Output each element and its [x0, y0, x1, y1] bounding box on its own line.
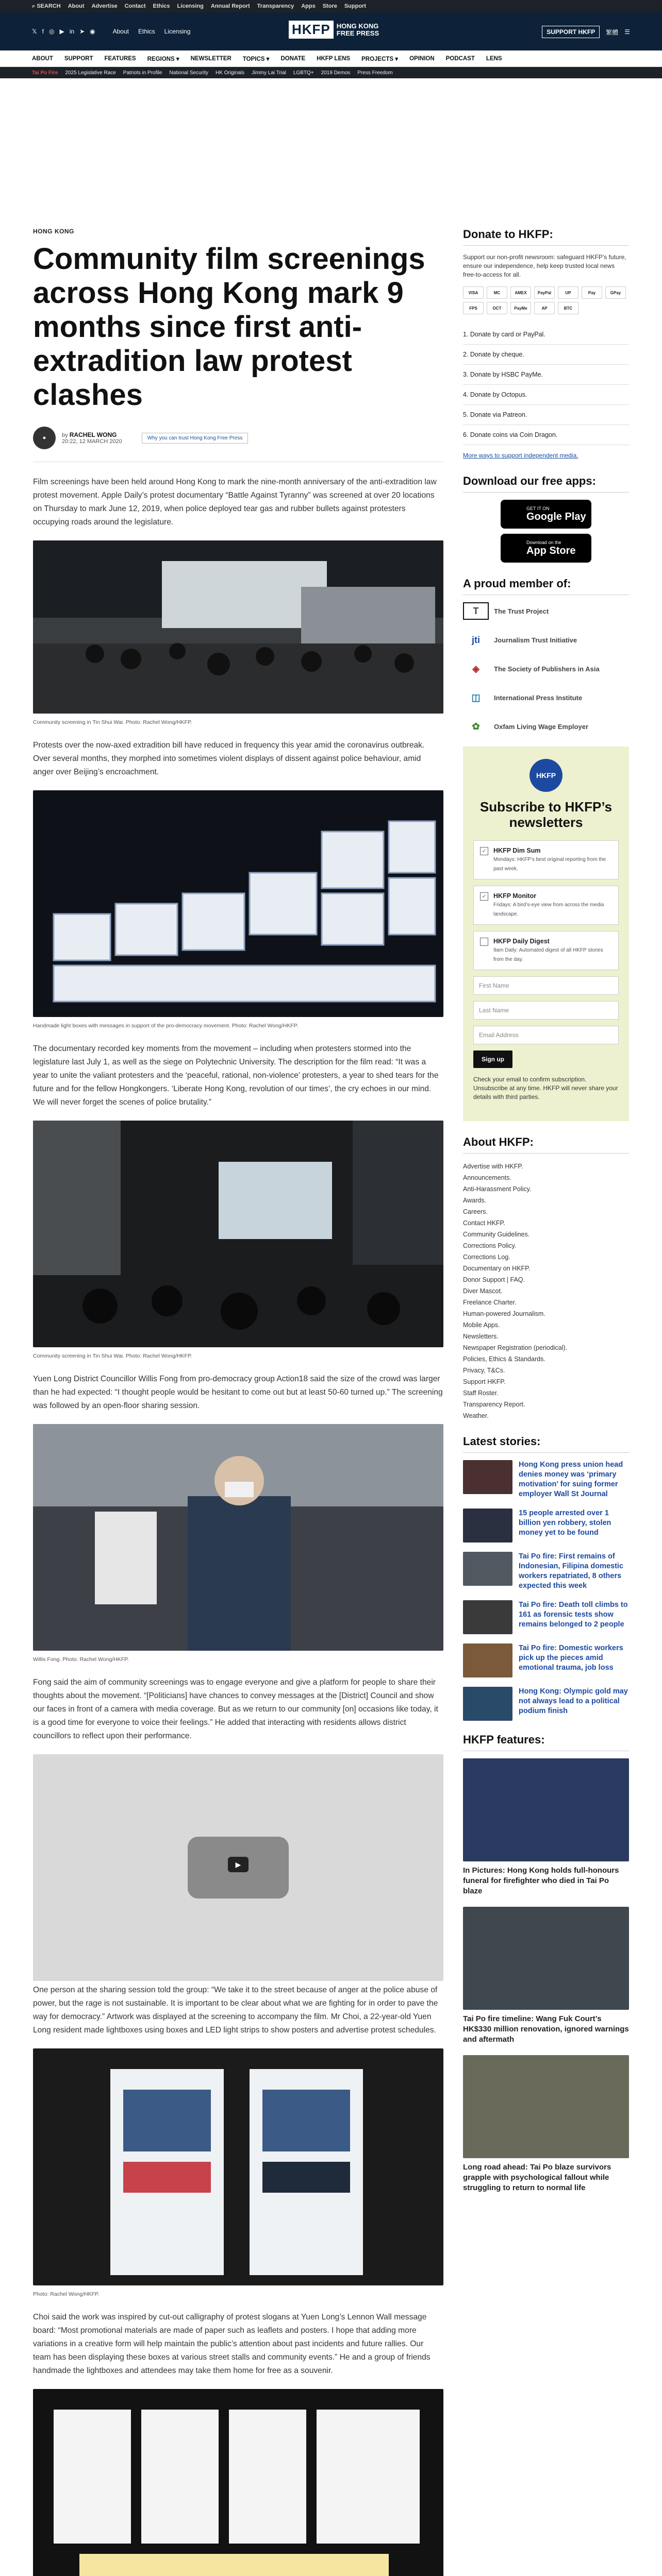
- topic-bar: [0, 67, 662, 78]
- article-photo: [33, 1424, 443, 1663]
- byline: [33, 427, 443, 462]
- about-link[interactable]: Human-powered Journalism.: [463, 1310, 545, 1317]
- about-link[interactable]: Corrections Log.: [463, 1253, 510, 1261]
- more-ways-link[interactable]: More ways to support independent media.: [463, 452, 578, 459]
- payment-card-icon: GPay: [605, 286, 626, 299]
- top-link[interactable]: Transparency: [257, 3, 294, 9]
- store-name: Google Play: [526, 511, 586, 522]
- about-link[interactable]: Careers.: [463, 1208, 488, 1215]
- features-list: [463, 1758, 629, 2193]
- story-thumbnail[interactable]: [463, 1552, 512, 1586]
- facebook-icon[interactable]: f: [42, 28, 44, 35]
- member-name: The Trust Project: [494, 607, 549, 615]
- story-thumbnail[interactable]: [463, 1600, 512, 1634]
- story-title[interactable]: Hong Kong: Olympic gold may not always lead to a political podium finish: [519, 1687, 628, 1715]
- photo-crowd-screening: [33, 540, 443, 714]
- payment-card-icon: PayMe: [510, 302, 531, 314]
- payment-cards: [463, 286, 629, 314]
- payment-card-icon: AMEX: [510, 286, 531, 299]
- photo-light-boxes: [33, 790, 443, 1017]
- google-play-button[interactable]: [501, 500, 591, 529]
- author-prefix: by: [62, 432, 68, 438]
- main-nav: [0, 50, 662, 67]
- store-small: GET IT ON: [526, 505, 550, 511]
- top-link[interactable]: Apps: [301, 3, 316, 9]
- topic-link[interactable]: Press Freedom: [357, 70, 393, 76]
- option-title: HKFP Dim Sum: [493, 847, 541, 854]
- social-icons: [32, 28, 95, 35]
- site-header: [0, 12, 662, 50]
- trust-link[interactable]: Why you can trust Hong Kong Free Press: [142, 433, 249, 444]
- email-input[interactable]: Email Address: [473, 1026, 619, 1044]
- header-link[interactable]: Ethics: [138, 28, 155, 35]
- topic-link[interactable]: LGBTQ+: [293, 70, 314, 76]
- nav-item[interactable]: NEWSLETTER: [190, 55, 231, 62]
- donate-method[interactable]: 6. Donate coins via Coin Dragon.: [463, 425, 629, 445]
- logo-line1: HONG KONG: [336, 22, 379, 30]
- language-toggle[interactable]: 繁體: [606, 28, 619, 36]
- linkedin-icon[interactable]: in: [69, 28, 75, 35]
- story-title[interactable]: Tai Po fire: First remains of Indonesian, Filipina domestic workers repatriated, 8 others expected this week: [519, 1552, 624, 1590]
- author-name[interactable]: RACHEL WONG: [69, 431, 117, 438]
- newsletter-note: Check your email to confirm subscription. Unsubscribe at any time. HKFP will never share your details with third parties.: [473, 1076, 618, 1100]
- latest-story[interactable]: [463, 1643, 629, 1677]
- menu-icon[interactable]: ☰: [624, 28, 630, 36]
- latest-story[interactable]: [463, 1460, 629, 1499]
- latest-list: [463, 1460, 629, 1721]
- story-thumbnail[interactable]: [463, 1643, 512, 1677]
- about-link[interactable]: Diver Mascot.: [463, 1287, 503, 1295]
- nav-item[interactable]: TOPICS ▾: [242, 56, 270, 62]
- feature-thumbnail[interactable]: [463, 1907, 629, 2010]
- feature-thumbnail[interactable]: [463, 2055, 629, 2158]
- signup-button[interactable]: Sign up: [473, 1050, 512, 1068]
- instagram-icon[interactable]: ◎: [49, 28, 55, 35]
- donate-text[interactable]: Support our non-profit newsroom: safeguard HKFP’s future, ensure our independence, help keep trusted local news free-to-access for all.: [463, 253, 626, 278]
- topic-link[interactable]: Patriots in Profile: [123, 70, 162, 76]
- article: [33, 228, 443, 2576]
- option-title: HKFP Daily Digest: [493, 938, 550, 945]
- header-link[interactable]: Licensing: [164, 28, 191, 35]
- paragraph: Fong said the aim of community screenings was to engage everyone and give a platform for people to share their thoughts about the movement. “[Politicians] have chances to convey messages at the [District] Council and show our faces in front of a camera with media coverage. But as we return to our community [on] occasions like today, it is a good time for everyone to voice their feelings.” He added that interacting with residents allows district councillors to reflect upon their performance.: [33, 1678, 438, 1740]
- telegram-icon[interactable]: ➤: [79, 28, 85, 35]
- play-icon[interactable]: ▶: [228, 1857, 249, 1872]
- member-logo[interactable]: [463, 631, 629, 649]
- article-photo: [33, 1121, 443, 1359]
- feature-title[interactable]: Tai Po fire timeline: Wang Fuk Court’s HK$330 million renovation, ignored warnings and aftermath: [463, 2014, 629, 2044]
- newsletter-title: Subscribe to HKFP’s newsletters: [479, 799, 613, 830]
- story-title[interactable]: Tai Po fire: Death toll climbs to 161 as forensic tests show remains belonged to 2 people: [519, 1601, 628, 1629]
- about-link[interactable]: Support HKFP.: [463, 1378, 506, 1385]
- member-logo[interactable]: [463, 689, 629, 706]
- payment-card-icon: PayPal: [534, 286, 555, 299]
- about-link[interactable]: Contact HKFP.: [463, 1219, 505, 1227]
- photo-night-screening: [33, 1121, 443, 1347]
- nav-item[interactable]: PODCAST: [445, 55, 475, 62]
- logo-text: [337, 23, 379, 37]
- about-link[interactable]: Weather.: [463, 1412, 489, 1419]
- feature-story[interactable]: [463, 1907, 629, 2045]
- paragraph: One person at the sharing session told the group: “We take it to the street because of anger at the police abuse of power, but the rage is not sustainable. It is important to be clear about what we are fighting for in order to pave the way for democracy.” Artwork was displayed at the screening to accompany the film. Mr Choi, a 22-year-old Yuen Long resident made lightboxes using boxes and LED light strips to show posters and advertise protest schedules.: [33, 1986, 438, 2035]
- about-link[interactable]: Mobile Apps.: [463, 1321, 500, 1329]
- feature-title[interactable]: Long road ahead: Tai Po blaze survivors grapple with psychological fallout while struggling to return to normal life: [463, 2163, 611, 2192]
- option-desc: 9am Daily: Automated digest of all HKFP stories from the day.: [493, 947, 603, 962]
- member-logo[interactable]: [463, 718, 629, 735]
- latest-story[interactable]: [463, 1600, 629, 1634]
- nav-item[interactable]: ABOUT: [32, 55, 53, 62]
- story-thumbnail[interactable]: [463, 1509, 512, 1543]
- member-name: The Society of Publishers in Asia: [494, 665, 600, 673]
- article-photo: [33, 540, 443, 725]
- about-link[interactable]: Newsletters.: [463, 1333, 499, 1340]
- donate-method[interactable]: 1. Donate by card or PayPal.: [463, 325, 629, 345]
- member-name: Journalism Trust Initiative: [494, 636, 577, 644]
- about-link[interactable]: Privacy, T&Cs.: [463, 1367, 505, 1374]
- feature-story[interactable]: [463, 1758, 629, 1896]
- topic-link[interactable]: Tai Po Fire: [32, 70, 58, 76]
- logo-box: HKFP: [289, 21, 334, 39]
- features-heading: HKFP features:: [463, 1733, 629, 1751]
- about-link[interactable]: Advertise with HKFP.: [463, 1163, 523, 1170]
- sidebar: [463, 228, 629, 2204]
- story-title[interactable]: 15 people arrested over 1 billion yen robbery, stolen money yet to be found: [519, 1509, 611, 1537]
- about-link[interactable]: Donor Support | FAQ.: [463, 1276, 525, 1283]
- photo-caption: Community screening in Tin Shui Wai. Photo: Rachel Wong/HKFP.: [33, 1353, 192, 1359]
- paragraph: Choi said the work was inspired by cut-out calligraphy of protest slogans at Yuen Long’s Lennon Wall message board: “Most promotional materials are made of paper such as leaflets and posters. I hope that adding more variations in a creative form will help maintain the public’s attention about past incidents and future rallies. Our team has been displaying these boxes at various street stalls and community events.” He and a group of friends handmade the lightboxes and attendees may take them home for free as a souvenir.: [33, 2313, 431, 2375]
- payment-card-icon: VISA: [463, 286, 484, 299]
- photo-caption: Willis Fong. Photo: Rachel Wong/HKFP.: [33, 1656, 129, 1663]
- search-link[interactable]: ⌕ SEARCH: [32, 3, 61, 9]
- about-link[interactable]: Policies, Ethics & Standards.: [463, 1355, 545, 1363]
- top-link[interactable]: Store: [322, 3, 337, 9]
- feature-story[interactable]: [463, 2055, 629, 2193]
- payment-card-icon: BTC: [558, 302, 578, 314]
- about-link[interactable]: Corrections Policy.: [463, 1242, 517, 1249]
- site-logo[interactable]: [289, 21, 379, 39]
- sopa-icon: ◈: [472, 663, 479, 674]
- support-button[interactable]: SUPPORT HKFP: [542, 26, 600, 38]
- photo-caption: Community screening in Tin Shui Wai. Photo: Rachel Wong/HKFP.: [33, 719, 192, 725]
- story-thumbnail[interactable]: [463, 1460, 512, 1494]
- article-photo: [33, 790, 443, 1029]
- top-link[interactable]: Contact: [124, 3, 146, 9]
- latest-story[interactable]: [463, 1552, 629, 1591]
- store-name: App Store: [526, 545, 576, 556]
- article-photo: [33, 2048, 443, 2297]
- author-avatar[interactable]: ●: [33, 427, 56, 449]
- article-photo: [33, 2389, 443, 2576]
- nav-item[interactable]: HKFP LENS: [317, 55, 351, 62]
- top-link[interactable]: About: [68, 3, 85, 9]
- about-heading: About HKFP:: [463, 1136, 629, 1154]
- paragraph: Yuen Long District Councillor Willis Fong from pro-democracy group Action18 said the size of the crowd was larger than he had expected: “I thought people would be hesitant to come out but at least 50-60 turned up.” The screening was followed by an open-floor sharing session.: [33, 1375, 443, 1410]
- photo-caption: Photo: Rachel Wong/HKFP.: [33, 2291, 100, 2297]
- newsletter-option[interactable]: [473, 886, 619, 925]
- paragraph: Film screenings have been held around Hong Kong to mark the nine-month anniversary of the anti-extradition law protest movement. Apple Daily’s protest documentary “Battle Against Tyranny” was screened at over 20 locations on Thursday to mark June 12, 2019, when police deployed tear gas and rubber bullets against protesters occupying roads around the legislature.: [33, 478, 437, 527]
- photo-willis-fong: [33, 1424, 443, 1651]
- nav-item[interactable]: OPINION: [409, 55, 435, 62]
- latest-story[interactable]: [463, 1687, 629, 1721]
- about-link[interactable]: Announcements.: [463, 1174, 511, 1181]
- newsletter-option[interactable]: [473, 931, 619, 970]
- last-name-input[interactable]: Last Name: [473, 1001, 619, 1020]
- photo-poster-display: [33, 2389, 443, 2576]
- about-link[interactable]: Awards.: [463, 1197, 486, 1204]
- latest-heading: Latest stories:: [463, 1435, 629, 1453]
- donate-method[interactable]: 4. Donate by Octopus.: [463, 385, 629, 405]
- payment-card-icon: FPS: [463, 302, 484, 314]
- twitter-icon[interactable]: 𝕏: [32, 28, 37, 35]
- payment-card-icon: MC: [487, 286, 507, 299]
- story-title[interactable]: Tai Po fire: Domestic workers pick up the pieces amid emotional trauma, job loss: [519, 1644, 623, 1672]
- member-name: Oxfam Living Wage Employer: [494, 722, 589, 731]
- donate-method[interactable]: 5. Donate via Patreon.: [463, 405, 629, 425]
- top-link[interactable]: Advertise: [91, 3, 118, 9]
- logo-line2: FREE PRESS: [336, 29, 379, 37]
- about-link[interactable]: Newspaper Registration (periodical).: [463, 1344, 568, 1351]
- topic-link[interactable]: National Security: [169, 70, 208, 76]
- nav-item[interactable]: FEATURES: [104, 55, 136, 62]
- feature-thumbnail[interactable]: [463, 1758, 629, 1861]
- topic-link[interactable]: 2019 Demos: [321, 70, 351, 76]
- member-heading: A proud member of:: [463, 577, 629, 595]
- payment-card-icon: OCT: [487, 302, 507, 314]
- ipi-icon: ◫: [471, 692, 481, 703]
- topic-link[interactable]: HK Originals: [215, 70, 245, 76]
- topic-link[interactable]: 2025 Legislative Race: [65, 70, 116, 76]
- nav-item[interactable]: PROJECTS ▾: [361, 56, 399, 62]
- option-title: HKFP Monitor: [493, 892, 537, 900]
- checkbox[interactable]: ✓: [480, 847, 488, 855]
- rss-icon[interactable]: ◉: [90, 28, 95, 35]
- nav-item[interactable]: REGIONS ▾: [147, 56, 179, 62]
- photo-calligraphy-boxes: [33, 2048, 443, 2285]
- top-link[interactable]: Ethics: [153, 3, 170, 9]
- nav-item[interactable]: SUPPORT: [64, 55, 93, 62]
- oxfam-icon: ✿: [472, 721, 480, 732]
- newsletter-option[interactable]: [473, 840, 619, 879]
- donate-method[interactable]: 3. Donate by HSBC PayMe.: [463, 365, 629, 385]
- about-link[interactable]: Anti-Harassment Policy.: [463, 1185, 532, 1193]
- hkfp-logo-icon: HKFP: [529, 759, 562, 792]
- about-link[interactable]: Freelance Charter.: [463, 1299, 517, 1306]
- donate-method[interactable]: 2. Donate by cheque.: [463, 345, 629, 365]
- apps-heading: Download our free apps:: [463, 474, 629, 493]
- top-link[interactable]: Support: [344, 3, 367, 9]
- story-thumbnail[interactable]: [463, 1687, 512, 1721]
- header-link[interactable]: About: [112, 28, 129, 35]
- topic-link[interactable]: Jimmy Lai Trial: [252, 70, 286, 76]
- about-link[interactable]: Documentary on HKFP.: [463, 1265, 531, 1272]
- feature-title[interactable]: In Pictures: Hong Kong holds full-honours funeral for firefighter who died in Tai Po blaze: [463, 1866, 619, 1895]
- checkbox[interactable]: ✓: [480, 892, 488, 901]
- nav-item[interactable]: DONATE: [280, 55, 306, 62]
- about-link[interactable]: Community Guidelines.: [463, 1231, 530, 1238]
- option-desc: Mondays: HKFP’s best original reporting from the past week.: [493, 857, 606, 872]
- section-label[interactable]: HONG KONG: [33, 228, 74, 235]
- about-list: [463, 1161, 629, 1421]
- payment-card-icon: AP: [534, 302, 555, 314]
- photo-caption: Handmade light boxes with messages in support of the pro-democracy movement. Photo: Rachel Wong/HKFP.: [33, 1023, 299, 1029]
- latest-story[interactable]: [463, 1509, 629, 1543]
- member-name: International Press Institute: [494, 693, 583, 702]
- newsletter-box: [463, 747, 629, 1121]
- article-title: Community film screenings across Hong Kong mark 9 months since first anti-extradition law protest clashes: [33, 242, 425, 412]
- store-small: Download on the: [526, 539, 561, 545]
- publish-date: 20:22, 12 MARCH 2020: [62, 438, 122, 445]
- story-title[interactable]: Hong Kong press union head denies money was ‘primary motivation’ for suing former employer Wall St Journal: [519, 1461, 623, 1498]
- about-link[interactable]: Transparency Report.: [463, 1401, 525, 1408]
- option-desc: Fridays: A bird’s-eye view from across the media landscape.: [493, 902, 604, 917]
- video-embed[interactable]: [33, 1754, 443, 1872]
- jti-icon: jti: [472, 634, 480, 645]
- about-link[interactable]: Staff Roster.: [463, 1389, 499, 1397]
- paragraph: The documentary recorded key moments from the movement – including when protesters stormed into the legislature last July 1, as well as the siege on Polytechnic University. The description for the film read: “It was a year to unite the valiant protesters and the ‘peaceful, rational, non-violence’ protesters, a year to shed tears for the future and for the fellow Hongkongers. ‘Liberate Hong Kong, revolution of our times’, the cry echoes in our mind. We will never forget the scenes of police brutality.”: [33, 1044, 439, 1107]
- top-link[interactable]: Annual Report: [210, 3, 250, 9]
- nav-item[interactable]: LENS: [486, 55, 502, 62]
- youtube-icon[interactable]: ▶: [59, 28, 64, 35]
- donate-heading: Donate to HKFP:: [463, 228, 629, 246]
- trust-project-icon: T: [463, 602, 489, 620]
- checkbox[interactable]: [480, 938, 488, 946]
- top-utility-bar: [0, 0, 662, 12]
- app-store-button[interactable]: [501, 534, 591, 563]
- top-link[interactable]: Licensing: [177, 3, 204, 9]
- payment-card-icon: UP: [558, 286, 578, 299]
- member-logo[interactable]: [463, 660, 629, 677]
- search-label: SEARCH: [37, 3, 61, 9]
- payment-card-icon: Pay: [582, 286, 602, 299]
- member-logo[interactable]: [463, 602, 629, 620]
- first-name-input[interactable]: First Name: [473, 976, 619, 995]
- paragraph: Protests over the now-axed extradition bill have reduced in frequency this year amid the coronavirus outbreak. Over several months, they morphed into sometimes violent displays of dissent against police behaviour, amid anger over Beijing’s encroachment.: [33, 741, 425, 776]
